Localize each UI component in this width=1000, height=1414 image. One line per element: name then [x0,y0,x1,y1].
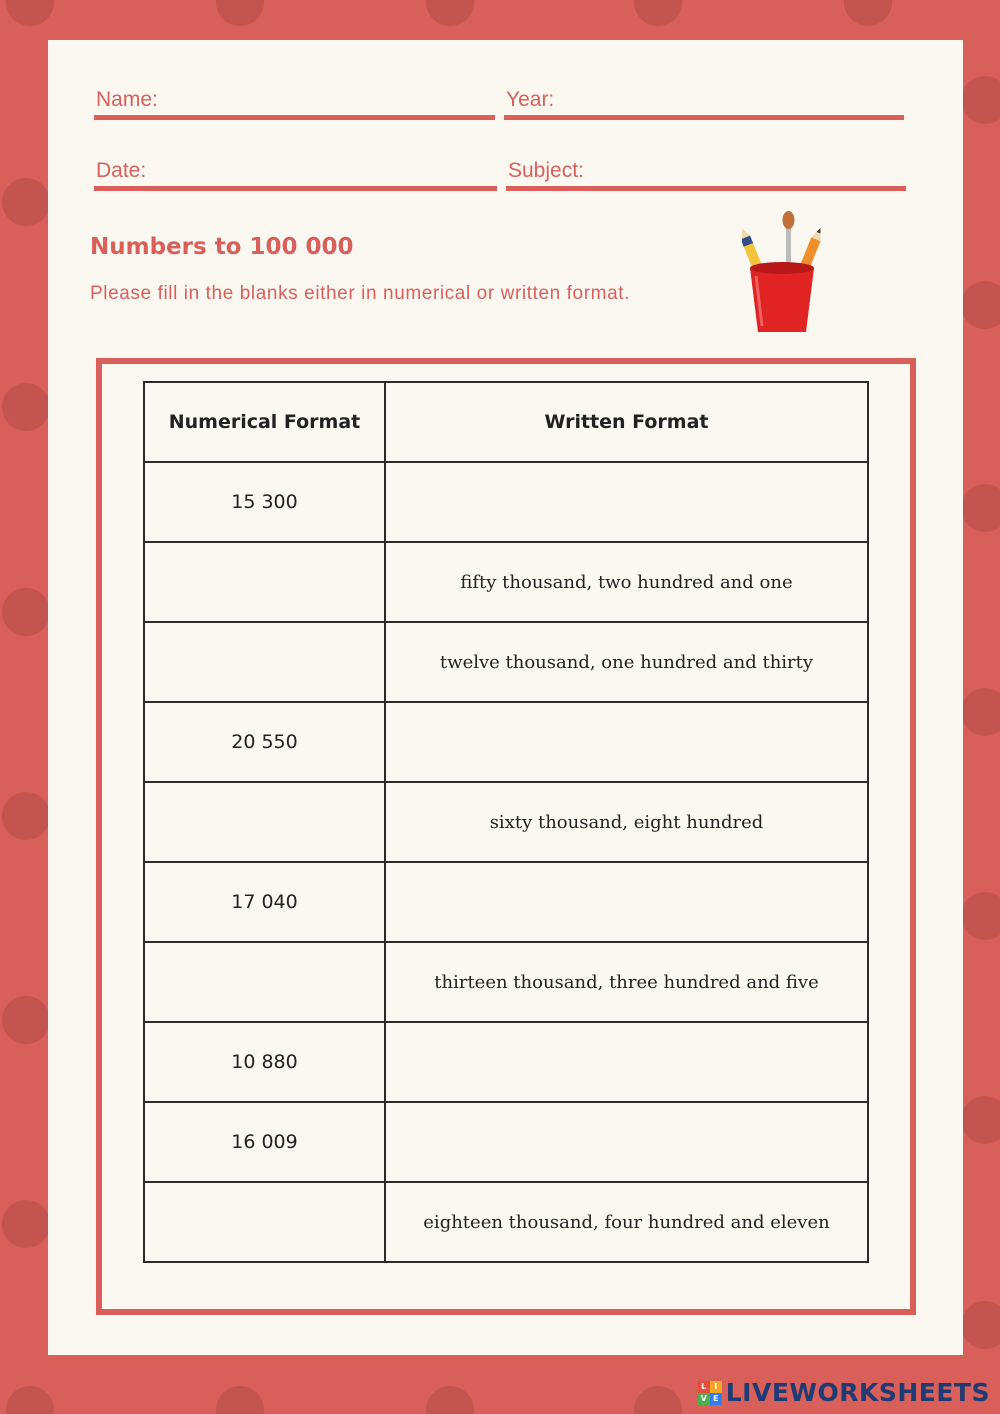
written-cell[interactable]: fifty thousand, two hundred and one [385,542,868,622]
numerical-cell[interactable] [144,622,385,702]
table-row [144,1022,868,1102]
table-row [144,782,868,862]
table-header-row [144,382,868,462]
instructions-text: Please fill in the blanks either in numerical or written format. [90,283,631,304]
table-row [144,1182,868,1262]
table-row [144,1102,868,1182]
subject-field[interactable] [506,157,906,191]
year-label: Year: [506,88,555,111]
table-row [144,462,868,542]
numerical-cell[interactable] [144,942,385,1022]
worksheet-title: Numbers to 100 000 [90,234,354,260]
pencil-cup-icon [742,206,822,336]
numerical-cell[interactable]: 15 300 [144,462,385,542]
table-row [144,702,868,782]
written-cell[interactable] [385,702,868,782]
numerical-cell[interactable] [144,782,385,862]
written-cell[interactable] [385,462,868,542]
year-field[interactable] [504,86,904,120]
date-label: Date: [96,159,147,182]
table-row [144,622,868,702]
date-field[interactable] [94,157,497,191]
written-cell[interactable]: thirteen thousand, three hundred and five [385,942,868,1022]
written-cell[interactable] [385,862,868,942]
written-cell[interactable]: eighteen thousand, four hundred and eleven [385,1182,868,1262]
written-cell[interactable]: sixty thousand, eight hundred [385,782,868,862]
numerical-cell[interactable]: 16 009 [144,1102,385,1182]
numbers-table [143,381,869,1263]
numerical-cell[interactable]: 10 880 [144,1022,385,1102]
written-cell[interactable]: twelve thousand, one hundred and thirty [385,622,868,702]
table-row [144,942,868,1022]
table-row [144,542,868,622]
liveworksheets-logo-icon: L I V E [698,1381,722,1405]
name-field[interactable] [94,86,495,120]
numerical-cell[interactable]: 17 040 [144,862,385,942]
liveworksheets-text: LIVEWORKSHEETS [725,1378,990,1407]
column-header-numerical: Numerical Format [144,382,385,462]
worksheet-page [48,40,963,1355]
written-cell[interactable] [385,1022,868,1102]
table-row [144,862,868,942]
numerical-cell[interactable]: 20 550 [144,702,385,782]
numerical-cell[interactable] [144,1182,385,1262]
numerical-cell[interactable] [144,542,385,622]
liveworksheets-watermark [698,1378,990,1407]
subject-label: Subject: [508,159,584,182]
written-cell[interactable] [385,1102,868,1182]
column-header-written: Written Format [385,382,868,462]
name-label: Name: [96,88,158,111]
